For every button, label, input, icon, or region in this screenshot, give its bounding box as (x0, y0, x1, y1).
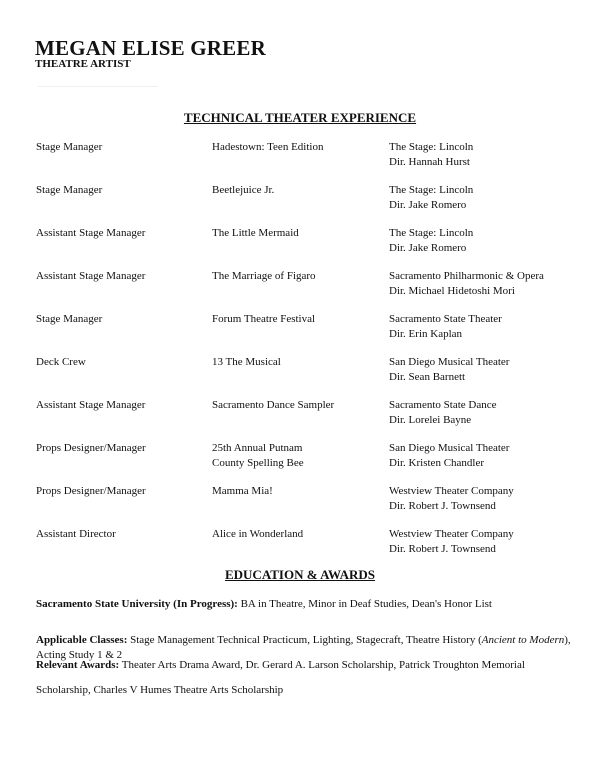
director: Dir. Robert J. Townsend (389, 499, 496, 512)
production (212, 269, 382, 284)
venue: San Diego Musical Theater (389, 442, 510, 454)
production-line: Mamma Mia! (212, 485, 273, 497)
school-label: Sacramento State University (In Progress): (36, 598, 238, 610)
director: Dir. Robert J. Townsend (389, 542, 496, 555)
venue-director (389, 527, 599, 556)
venue: San Diego Musical Theater (389, 356, 510, 368)
production-line: The Marriage of Figaro (212, 270, 316, 282)
director: Dir. Hannah Hurst (389, 155, 470, 168)
awards-text: Theater Arts Drama Award, Dr. Gerard A. Larson Scholarship, Patrick Troughton Memorial (119, 659, 525, 671)
production (212, 183, 382, 198)
venue: Westview Theater Company (389, 528, 514, 540)
venue-director (389, 441, 599, 470)
venue: Westview Theater Company (389, 485, 514, 497)
production-line: County Spelling Bee (212, 456, 304, 469)
classes-label: Applicable Classes: (36, 634, 128, 646)
production-line: Sacramento Dance Sampler (212, 399, 335, 411)
school-text: BA in Theatre, Minor in Deaf Studies, Dean's Honor List (237, 598, 492, 610)
venue: The Stage: Lincoln (389, 184, 474, 196)
director: Dir. Kristen Chandler (389, 456, 485, 469)
production-line: 25th Annual Putnam (212, 442, 303, 454)
venue-director (389, 269, 599, 298)
venue-director (389, 355, 599, 384)
venue-director (389, 226, 599, 255)
production (212, 140, 382, 155)
production (212, 484, 382, 499)
venue-director (389, 484, 599, 513)
role: Props Designer/Manager (36, 485, 146, 497)
director: Dir. Jake Romero (389, 198, 467, 211)
venue-director (389, 183, 599, 212)
production-line: Beetlejuice Jr. (212, 184, 275, 196)
role: Assistant Stage Manager (36, 399, 146, 411)
production (212, 226, 382, 241)
role: Assistant Stage Manager (36, 227, 146, 239)
applicant-name: MEGAN ELISE GREER (35, 36, 266, 60)
production (212, 312, 382, 327)
production-line: Alice in Wonderland (212, 528, 304, 540)
director: Dir. Lorelei Bayne (389, 413, 472, 426)
role: Stage Manager (36, 313, 103, 325)
role: Deck Crew (36, 356, 86, 368)
director: Dir. Michael Hidetoshi Mori (389, 284, 515, 297)
role: Assistant Stage Manager (36, 270, 146, 282)
production (212, 527, 382, 542)
awards-label: Relevant Awards: (36, 659, 120, 671)
venue-director (389, 140, 599, 169)
education-awards (36, 658, 576, 673)
venue-director (389, 398, 599, 427)
divider (38, 86, 158, 87)
venue: The Stage: Lincoln (389, 141, 474, 153)
production-line: Hadestown: Teen Edition (212, 141, 324, 153)
production-line: Forum Theatre Festival (212, 313, 316, 325)
classes-text-end: ), Acting Study 1 & 2 (36, 634, 571, 661)
education-school (36, 597, 576, 612)
venue: Sacramento Philharmonic & Opera (389, 270, 544, 282)
venue: Sacramento State Dance (389, 399, 497, 411)
production (212, 398, 382, 413)
classes-italic: Ancient to Modern (481, 634, 565, 646)
role: Props Designer/Manager (36, 442, 146, 454)
role: Stage Manager (36, 184, 103, 196)
education-awards-continued: Scholarship, Charles V Humes Theatre Arts Scholarship (36, 684, 284, 696)
production (212, 441, 382, 470)
director: Dir. Erin Kaplan (389, 327, 463, 340)
production-line: 13 The Musical (212, 356, 281, 368)
director: Dir. Sean Barnett (389, 370, 466, 383)
venue-director (389, 312, 599, 341)
production-line: The Little Mermaid (212, 227, 299, 239)
classes-text: Stage Management Technical Practicum, Lighting, Stagecraft, Theatre History ( (127, 634, 482, 646)
venue: The Stage: Lincoln (389, 227, 474, 239)
technical-heading: TECHNICAL THEATER EXPERIENCE (183, 110, 417, 125)
venue: Sacramento State Theater (389, 313, 502, 325)
role: Stage Manager (36, 141, 103, 153)
applicant-title: THEATRE ARTIST (35, 58, 131, 70)
director: Dir. Jake Romero (389, 241, 467, 254)
production (212, 355, 382, 370)
education-heading: EDUCATION & AWARDS (224, 567, 375, 582)
role: Assistant Director (36, 528, 116, 540)
